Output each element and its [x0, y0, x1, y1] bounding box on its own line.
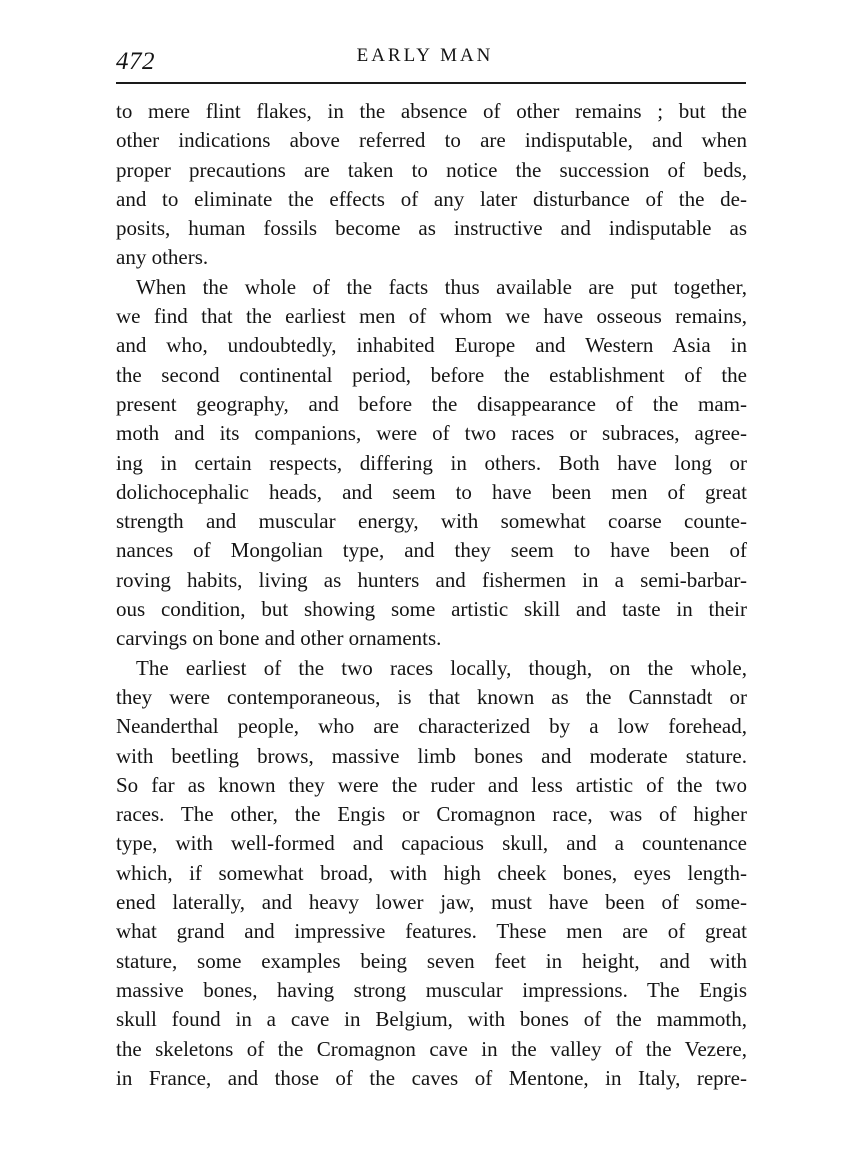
- text-line: posits, human fossils become as instructive and indisputable as: [116, 216, 747, 241]
- text-line: The earliest of the two races locally, though, on the whole,: [136, 655, 747, 680]
- text-line: nances of Mongolian type, and they seem to have been of: [116, 538, 747, 563]
- text-line: and to eliminate the effects of any later disturbance of the de-: [116, 186, 747, 211]
- paragraph: [116, 273, 747, 654]
- text-line: they were contemporaneous, is that known as the Cannstadt or: [116, 684, 747, 709]
- text-line: races. The other, the Engis or Cromagnon race, was of higher: [116, 802, 747, 827]
- text-line: which, if somewhat broad, with high cheek bones, eyes length-: [116, 860, 747, 885]
- text-line: ened laterally, and heavy lower jaw, must have been of some-: [116, 890, 747, 915]
- text-line: skull found in a cave in Belgium, with bones of the mammoth,: [116, 1007, 747, 1032]
- page-number: 472: [116, 48, 155, 75]
- text-line: dolichocephalic heads, and seem to have been men of great: [116, 479, 747, 504]
- text-line: So far as known they were the ruder and less artistic of the two: [116, 772, 747, 797]
- text-line: ous condition, but showing some artistic skill and taste in their: [116, 597, 747, 622]
- text-line: other indications above referred to are indisputable, and when: [116, 128, 747, 153]
- text-line: carvings on bone and other ornaments.: [116, 626, 442, 651]
- text-line: and who, undoubtedly, inhabited Europe and Western Asia in: [116, 333, 747, 358]
- text-line: massive bones, having strong muscular impressions. The Engis: [116, 977, 747, 1002]
- paragraph: [116, 97, 747, 273]
- text-line: what grand and impressive features. These men are of great: [116, 919, 747, 944]
- running-title: EARLY MAN: [356, 45, 494, 66]
- header-rule: [116, 82, 746, 84]
- text-line: When the whole of the facts thus available are put together,: [136, 274, 747, 299]
- text-line: stature, some examples being seven feet in height, and with: [116, 948, 747, 973]
- text-line: type, with well-formed and capacious skull, and a countenance: [116, 831, 747, 856]
- text-line: Neanderthal people, who are characterized by a low forehead,: [116, 714, 747, 739]
- text-line: moth and its companions, were of two races or subraces, agree-: [116, 421, 747, 446]
- text-line: we find that the earliest men of whom we have osseous remains,: [116, 304, 747, 329]
- text-line: the skeletons of the Cromagnon cave in the valley of the Vezere,: [116, 1036, 747, 1061]
- text-line: roving habits, living as hunters and fishermen in a semi-barbar-: [116, 567, 747, 592]
- text-line: in France, and those of the caves of Mentone, in Italy, repre-: [116, 1065, 747, 1090]
- text-line: present geography, and before the disappearance of the mam-: [116, 391, 747, 416]
- text-line: with beetling brows, massive limb bones and moderate stature.: [116, 743, 747, 768]
- text-line: proper precautions are taken to notice the succession of beds,: [116, 157, 747, 182]
- body-text: [116, 97, 747, 1093]
- text-line: to mere flint flakes, in the absence of other remains ; but the: [116, 99, 747, 123]
- text-line: the second continental period, before the establishment of the: [116, 362, 747, 387]
- text-line: ing in certain respects, differing in others. Both have long or: [116, 450, 747, 475]
- paragraph: [116, 654, 747, 1093]
- text-line: any others.: [116, 245, 209, 270]
- text-line: strength and muscular energy, with somewhat coarse counte-: [116, 509, 747, 534]
